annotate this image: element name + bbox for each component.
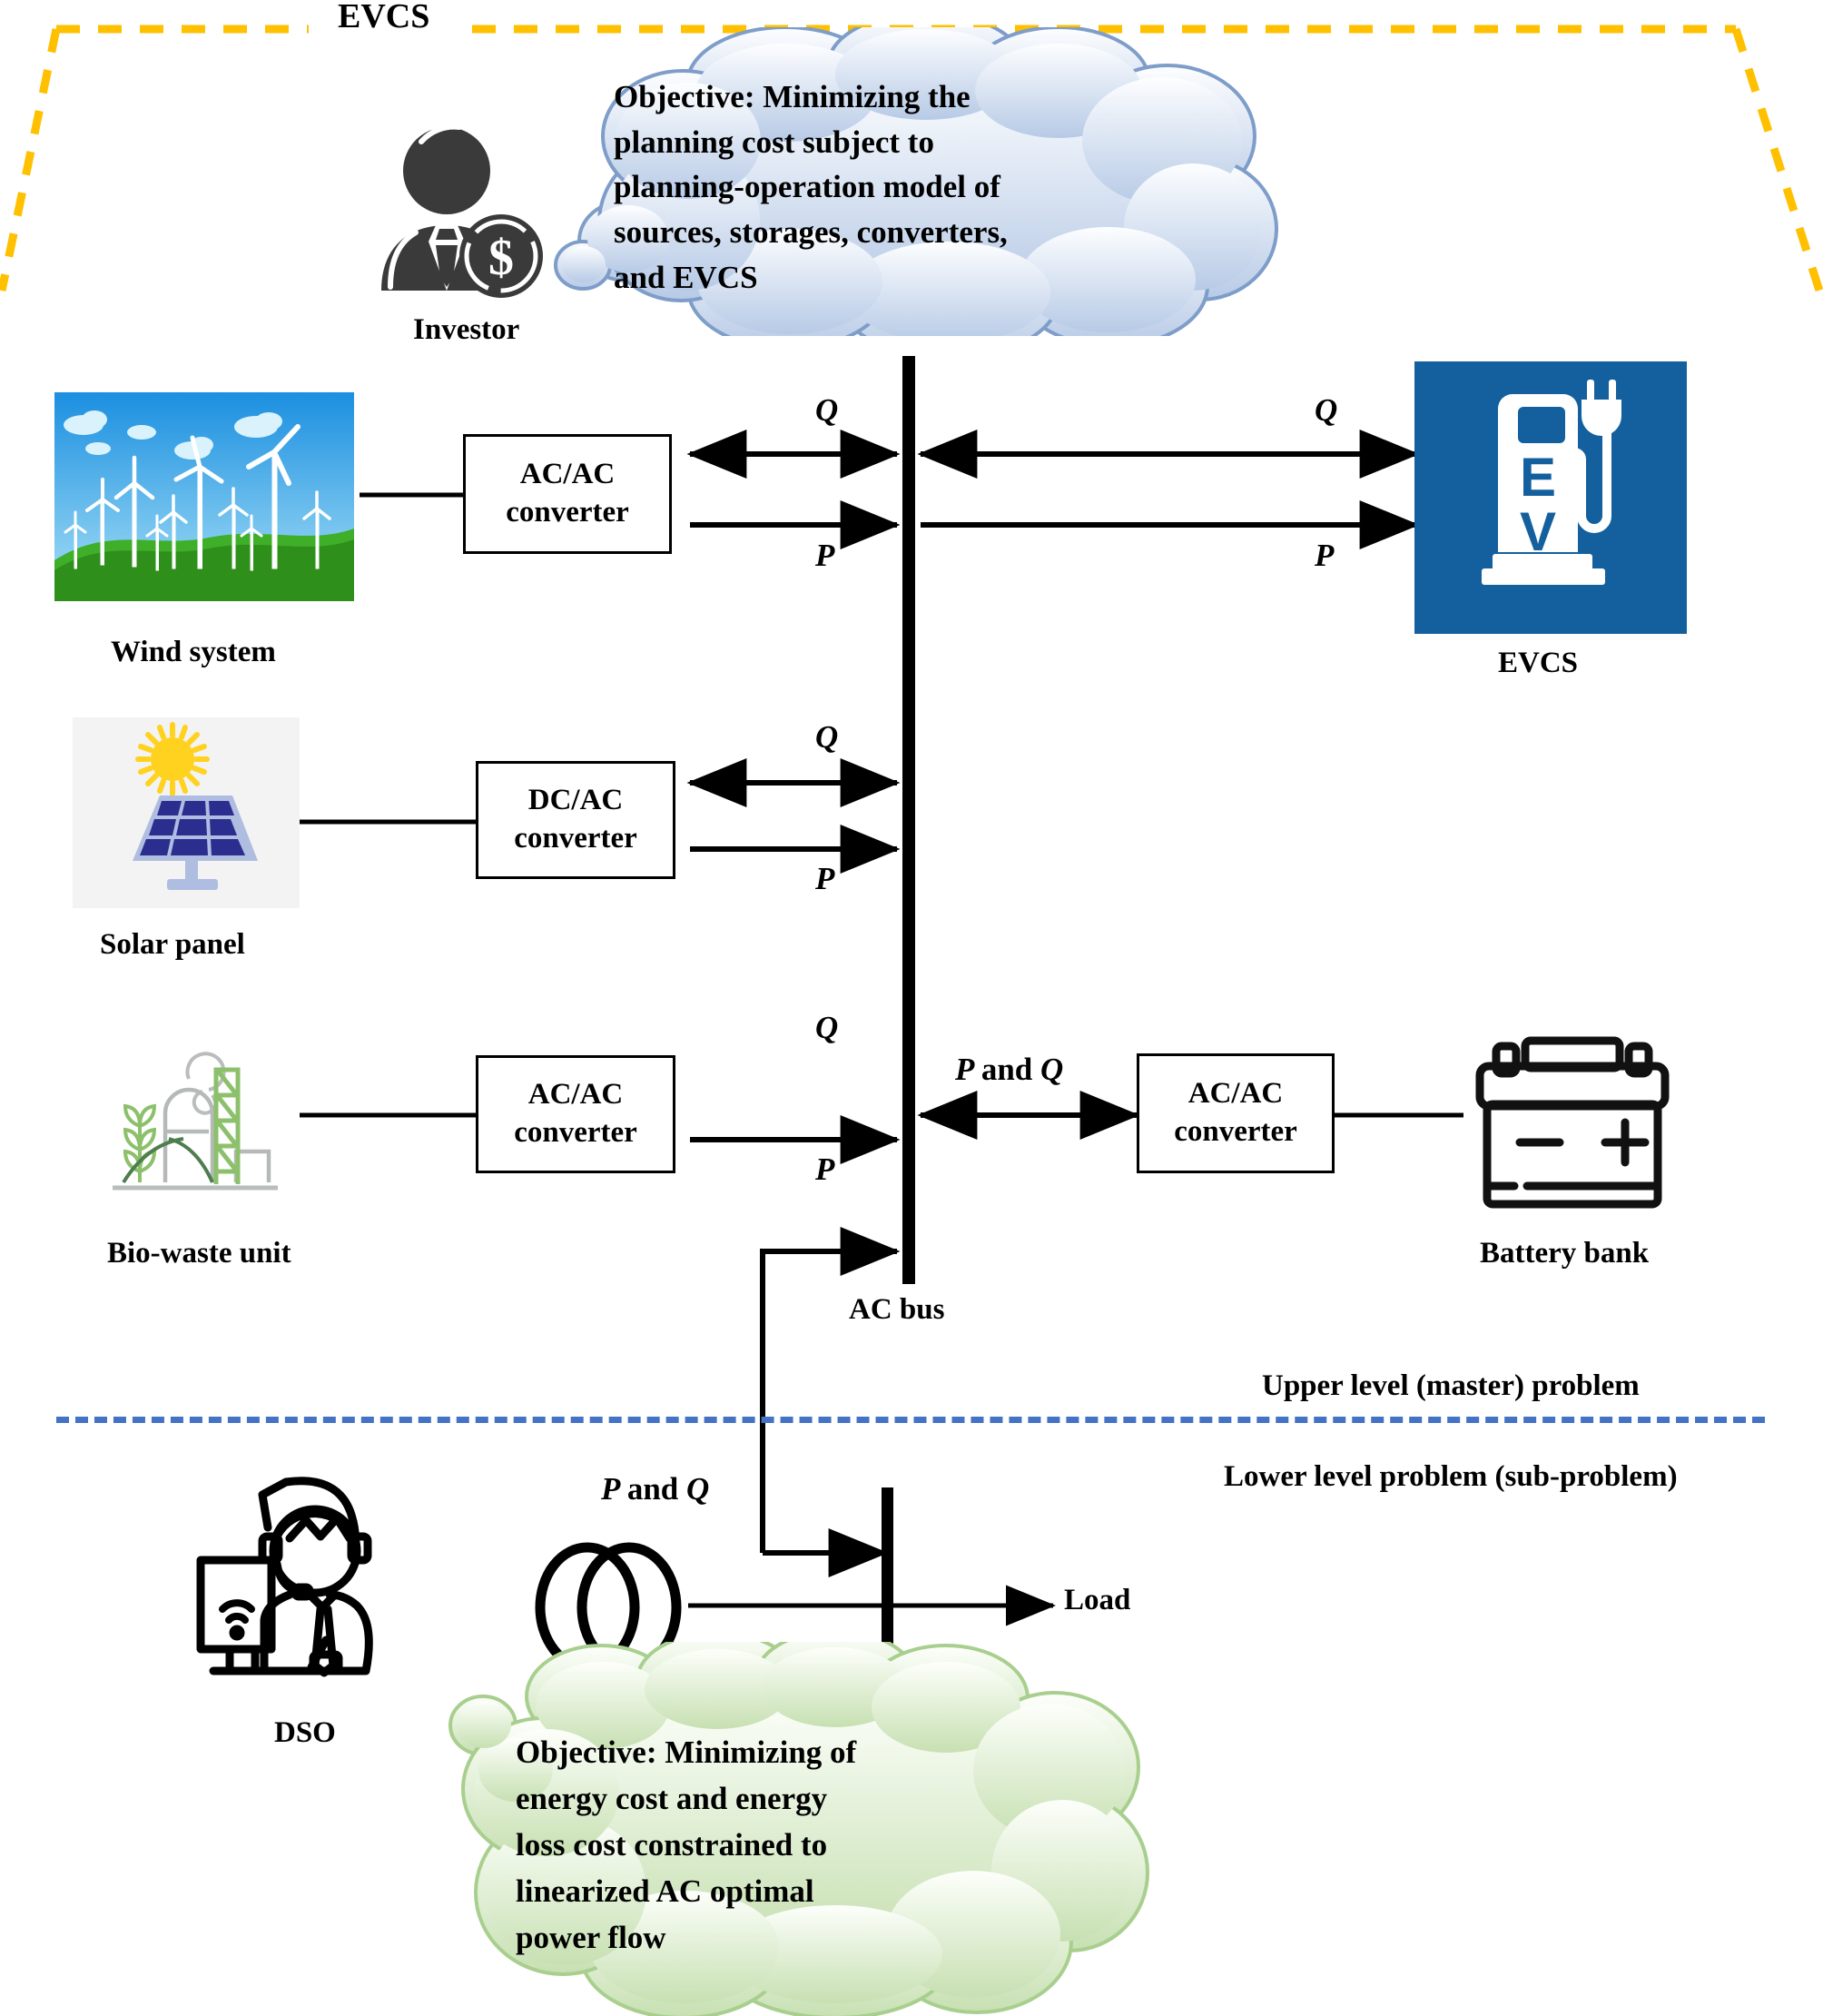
- evcs-letter-e: E: [1519, 447, 1557, 508]
- converter-line-2: converter: [1174, 1115, 1297, 1148]
- dso-objective-cloud: [445, 1642, 1171, 2016]
- investor-objective-cloud: [545, 27, 1280, 336]
- cloud-line: sources, storages, converters,: [614, 214, 1008, 251]
- solar-converter-box: [476, 761, 675, 879]
- wind-q-label: Q: [815, 392, 839, 428]
- battery-icon: [1460, 1024, 1687, 1224]
- lower-level-label: Lower level problem (sub-problem): [1224, 1460, 1678, 1493]
- converter-line-1: AC/AC: [527, 1078, 624, 1112]
- dso-label: DSO: [274, 1716, 336, 1749]
- ac-bus-bar: [902, 356, 915, 1284]
- cloud-line: Objective: Minimizing the: [614, 79, 971, 114]
- investor-label: Investor: [413, 313, 520, 346]
- svg-text:$: $: [488, 230, 514, 286]
- bio-p-label: P: [815, 1151, 835, 1187]
- battery-converter-box: [1137, 1053, 1335, 1173]
- investor-objective-text: [614, 74, 1140, 300]
- investor-icon: [363, 118, 563, 300]
- converter-line-2: converter: [506, 496, 629, 529]
- converter-line-2: converter: [514, 1116, 637, 1149]
- ev-charging-station-icon: [1414, 361, 1687, 634]
- solar-panel-icon: [73, 717, 300, 908]
- load-label: Load: [1064, 1584, 1131, 1616]
- biowaste-label: Bio-waste unit: [107, 1237, 291, 1270]
- converter-line-1: DC/AC: [527, 784, 624, 817]
- cloud-line: planning-operation model of: [614, 169, 1000, 205]
- evcs-p-label: P: [1315, 538, 1335, 573]
- bio-converter-box: [476, 1055, 675, 1173]
- solar-q-label: Q: [815, 719, 839, 755]
- converter-line-2: converter: [514, 822, 637, 855]
- solar-panel-label: Solar panel: [100, 928, 245, 961]
- battery-bank-label: Battery bank: [1480, 1237, 1650, 1270]
- dso-objective-text: [516, 1729, 942, 1961]
- level-divider: [56, 1417, 1765, 1423]
- solar-p-label: P: [815, 861, 835, 896]
- evcs-label: EVCS: [1498, 647, 1579, 679]
- battery-pq-label: P and Q: [955, 1052, 1064, 1087]
- wind-system-label: Wind system: [111, 636, 276, 668]
- cloud-line: power flow: [516, 1920, 666, 1956]
- lower-pq-text: P and Q: [601, 1471, 710, 1507]
- cloud-line: loss cost constrained to: [516, 1827, 828, 1863]
- converter-line-1: AC/AC: [519, 458, 616, 491]
- operator-headset-icon: [177, 1473, 431, 1709]
- upper-level-label: Upper level (master) problem: [1262, 1369, 1640, 1402]
- converter-line-1: AC/AC: [1187, 1077, 1284, 1111]
- ac-bus-label: AC bus: [849, 1293, 945, 1326]
- biowaste-plant-icon: [100, 1019, 327, 1219]
- evcs-letter-v: V: [1519, 501, 1557, 562]
- cloud-line: linearized AC optimal: [516, 1873, 814, 1910]
- cloud-line: and EVCS: [614, 259, 758, 295]
- wind-farm-icon: [54, 392, 354, 601]
- wind-converter-box: [463, 434, 672, 554]
- wind-p-label: P: [815, 538, 835, 573]
- evcs-q-label: Q: [1315, 392, 1338, 428]
- cloud-line: Objective: Minimizing of: [516, 1734, 857, 1770]
- bio-q-label: Q: [815, 1010, 839, 1045]
- lower-pq-label: [601, 1471, 709, 1507]
- evcs-envelope-label: EVCS: [338, 0, 430, 35]
- cloud-line: planning cost subject to: [614, 124, 934, 160]
- cloud-line: energy cost and energy: [516, 1781, 828, 1817]
